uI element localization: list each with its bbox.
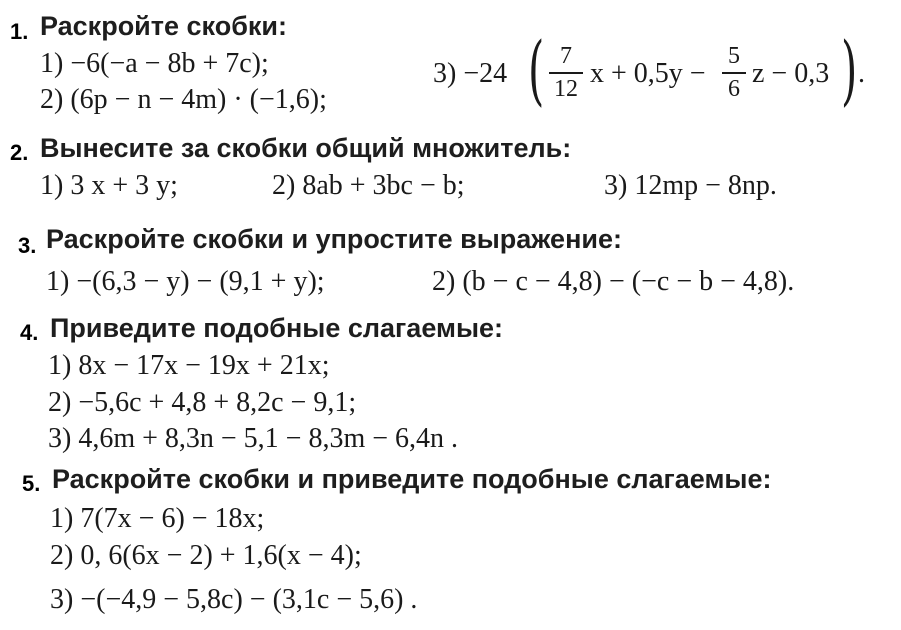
task-1-item-3-middle: x + 0,5y − — [590, 58, 706, 89]
task-5-item-3: 3) −(−4,9 − 5,8c) − (3,1c − 5,6) . — [50, 584, 418, 615]
task-4-item-1: 1) 8x − 17x − 19x + 21x; — [48, 350, 330, 381]
task-5-number: 5. — [22, 471, 41, 496]
task-2-item-2: 2) 8ab + 3bc − b; — [272, 170, 465, 201]
task-1-item-2: 2) (6p − n − 4m) · (−1,6); — [40, 84, 327, 115]
task-1-item-1: 1) −6(−a − 8b + 7c); — [40, 48, 269, 79]
task-4-number: 4. — [20, 320, 39, 345]
task-3-number: 3. — [18, 233, 37, 258]
fraction-1-denominator: 12 — [554, 76, 578, 102]
fraction-2-numerator: 5 — [728, 43, 740, 69]
task-5-item-2: 2) 0, 6(6x − 2) + 1,6(x − 4); — [50, 540, 362, 571]
task-2-number: 2. — [10, 140, 29, 165]
fraction-2-denominator: 6 — [728, 76, 740, 102]
task-1-number: 1. — [10, 19, 29, 44]
task-4-item-2: 2) −5,6c + 4,8 + 8,2c − 9,1; — [48, 387, 357, 418]
task-4-item-3: 3) 4,6m + 8,3n − 5,1 − 8,3m − 6,4n . — [48, 423, 459, 454]
task-3-title: Раскройте скобки и упростите выражение: — [46, 224, 622, 254]
fraction-1-bar — [549, 72, 583, 74]
fraction-2-bar — [722, 72, 746, 74]
task-1-item-3-prefix: 3) −24 — [433, 58, 508, 89]
task-3-item-2: 2) (b − c − 4,8) − (−c − b − 4,8). — [432, 266, 795, 297]
task-2-item-3: 3) 12mp − 8np. — [604, 170, 777, 201]
task-1-title: Раскройте скобки: — [40, 11, 287, 41]
task-1-item-3-end: . — [858, 58, 865, 89]
task-1-item-3-suffix: z − 0,3 — [752, 58, 830, 89]
right-big-paren: ) — [841, 25, 858, 114]
fraction-1-numerator: 7 — [560, 43, 572, 69]
left-big-paren: ( — [528, 25, 545, 114]
task-3-item-1: 1) −(6,3 − y) − (9,1 + y); — [46, 266, 325, 297]
task-4-title: Приведите подобные слагаемые: — [50, 313, 504, 343]
task-2-title: Вынесите за скобки общий множитель: — [40, 133, 572, 163]
task-5-item-1: 1) 7(7x − 6) − 18x; — [50, 503, 265, 534]
task-2-item-1: 1) 3 x + 3 y; — [40, 170, 178, 201]
task-5-title: Раскройте скобки и приведите подобные слагаемые: — [52, 464, 772, 494]
